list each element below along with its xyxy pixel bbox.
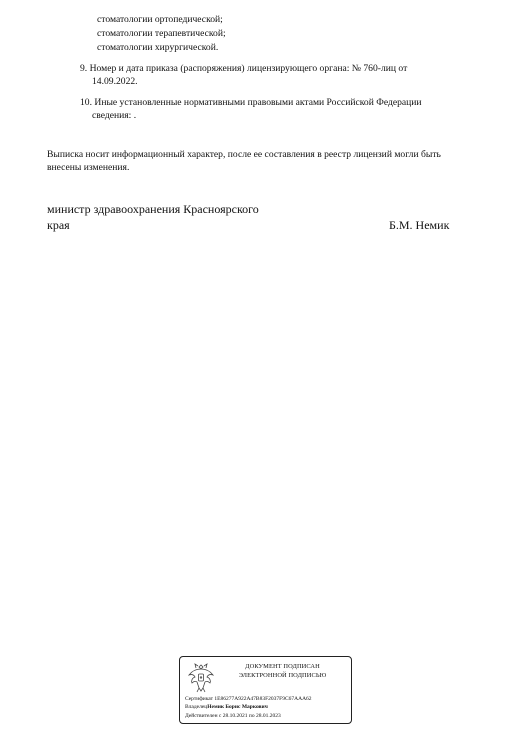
certificate-number: Сертификат 1E86277A922A47B83F2037F9C67AAA62 [185, 696, 312, 702]
notice-line: Выписка носит информационный характер, после ее составления в реестр лицензий могли быть [47, 149, 441, 160]
certificate-owner [185, 704, 268, 711]
owner-name: Немик Борис Маркович [207, 704, 268, 710]
signer-position: края [47, 218, 70, 232]
order-number-line: 9. Номер и дата приказа (распоряжения) лицензирующего органа: № 760-лиц от [80, 63, 408, 74]
specialty-line: стоматологии хирургической. [97, 42, 219, 53]
signer-position: министр здравоохранения Красноярского [47, 202, 259, 216]
owner-label: Владелец [185, 704, 208, 710]
other-info-line: сведения: . [92, 110, 137, 121]
certificate-validity: Действителен с 28.10.2021 по 28.01.2023 [185, 713, 281, 719]
order-date-line: 14.09.2022. [92, 76, 138, 87]
other-info-line: 10. Иные установленные нормативными правовыми актами Российской Федерации [80, 97, 422, 108]
russian-coat-of-arms-icon [186, 661, 216, 695]
stamp-title: ДОКУМЕНТ ПОДПИСАН [245, 663, 320, 670]
notice-line: внесены изменения. [47, 162, 130, 173]
signer-name: Б.М. Немик [389, 218, 450, 232]
specialty-line: стоматологии терапевтической; [97, 28, 226, 39]
specialty-line: стоматологии ортопедической; [97, 14, 223, 25]
stamp-title: ЭЛЕКТРОННОЙ ПОДПИСЬЮ [238, 672, 327, 679]
electronic-signature-stamp [179, 656, 352, 724]
